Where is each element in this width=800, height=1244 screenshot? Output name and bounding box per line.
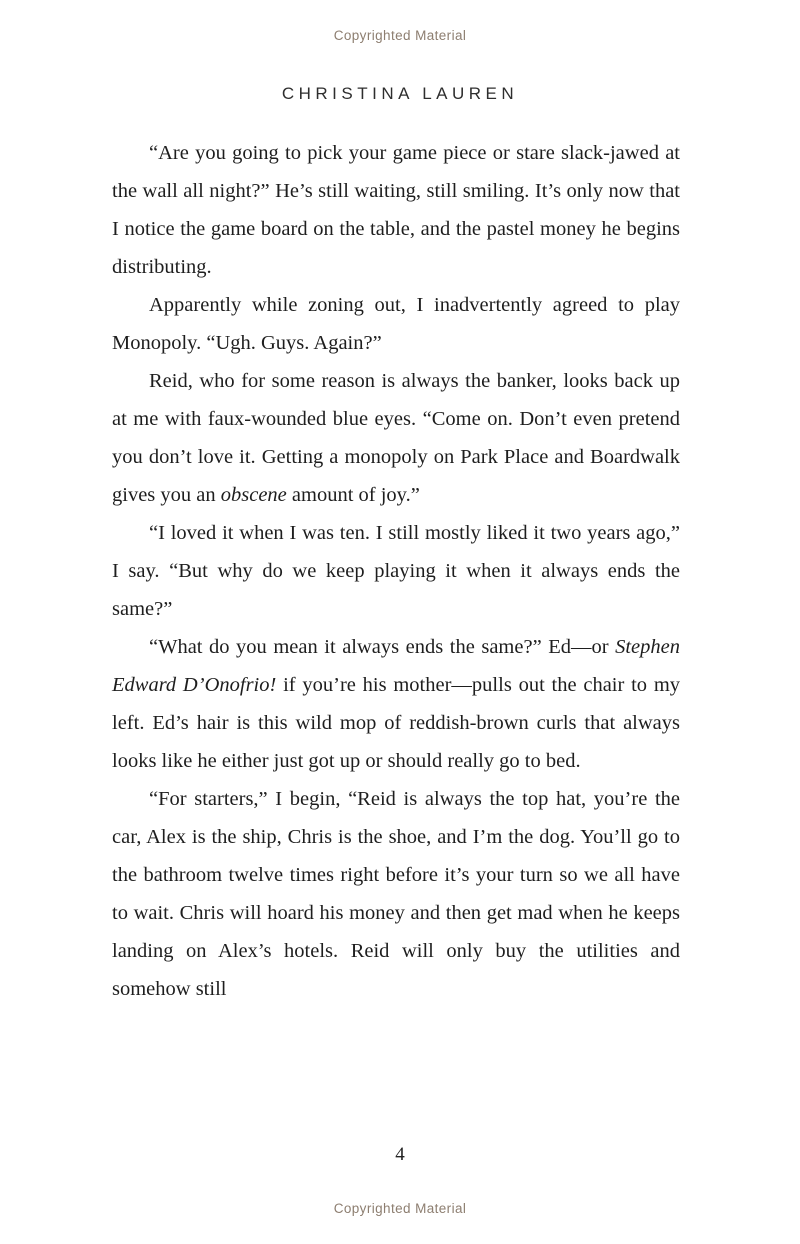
text-run: “I loved it when I was ten. I still mostly liked it two years ago,” I say. “But why do we keep playing it when it always ends the same?” — [112, 522, 680, 620]
italic-text-run: obscene — [220, 484, 287, 506]
body-text — [112, 134, 680, 1008]
text-run: Apparently while zoning out, I inadvertently agreed to play Monopoly. “Ugh. Guys. Again?” — [112, 294, 680, 354]
paragraph — [112, 362, 680, 514]
italic-text-run: Stephen Edward D’Onofrio! — [112, 636, 680, 696]
copyright-notice-top: Copyrighted Material — [333, 28, 467, 43]
paragraph — [112, 628, 680, 780]
text-run: “What do you mean it always ends the same?” Ed—or — [149, 636, 616, 658]
text-run: “For starters,” I begin, “Reid is always the top hat, you’re the car, Alex is the ship, Chris is the shoe, and I’m the dog. You’ll go to the bathroom twelve times right before it’s your turn so we all have to wait. Chris will hoard his money and then get mad when he keeps landing on Alex’s hotels. Reid will only buy the utilities and somehow still — [112, 788, 680, 1000]
paragraph — [112, 286, 680, 362]
text-run: Reid, who for some reason is always the banker, looks back up at me with faux-wounded blue eyes. “Come on. Don’t even pretend you don’t love it. Getting a monopoly on Park Place and Boardwalk gives you an — [112, 370, 680, 506]
paragraph — [112, 780, 680, 1008]
running-header-author: CHRISTINA LAUREN — [281, 84, 519, 103]
paragraph — [112, 134, 680, 286]
copyright-notice-bottom: Copyrighted Material — [333, 1201, 467, 1216]
text-run: if you’re his mother—pulls out the chair to my left. Ed’s hair is this wild mop of reddish-brown curls that always looks like he either just got up or should really go to bed. — [112, 674, 681, 772]
text-run: amount of joy.” — [286, 484, 420, 506]
paragraph — [112, 514, 680, 628]
page-number: 4 — [395, 1144, 405, 1165]
text-run: “Are you going to pick your game piece or stare slack-jawed at the wall all night?” He’s still waiting, still smiling. It’s only now that I notice the game board on the table, and the pastel money he begins distributing. — [112, 142, 680, 278]
